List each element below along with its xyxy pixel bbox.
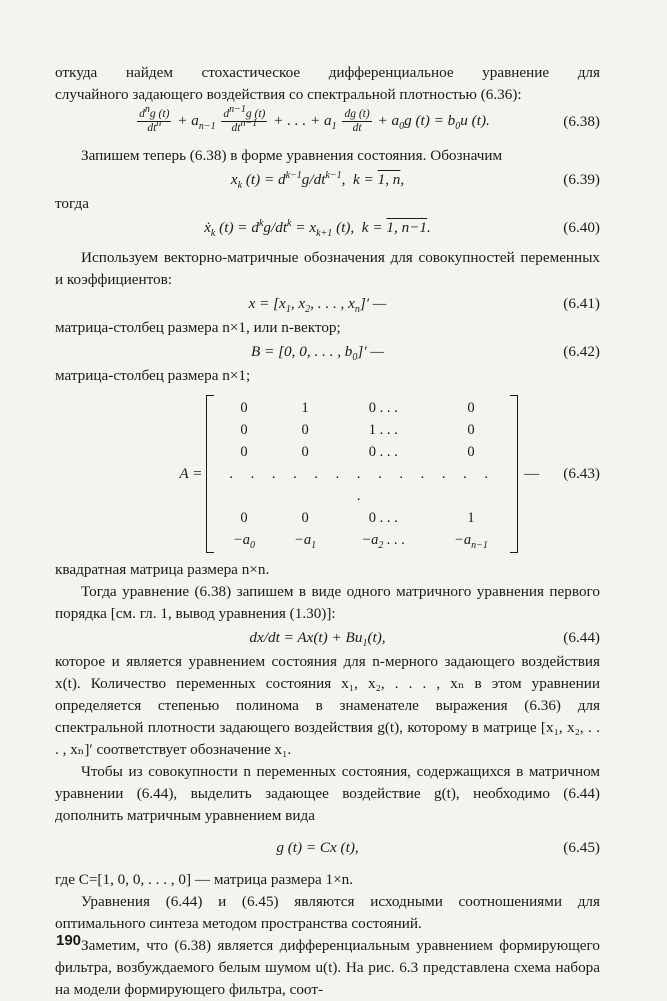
matrix-a: 0 1 0 . . . 0 0 0 1 . . . 0 0 0 0 . . . 0 . . . . . . . . . . . . . . 0 0 0 . . . 1 $-a_0$ $-a_1$ $-a_2$ . . . $-a_{n-1}$ xyxy=(206,395,518,553)
equation-6-45: g (t) = Cx (t), (6.45) xyxy=(55,837,600,859)
paragraph-intro-line1: откуда найдем стохастическое дифференциальное уравнение для xyxy=(55,64,600,81)
paragraph-intro-line2: случайного задающего воздействия со спектральной плотностью (6.36): xyxy=(55,86,522,103)
paragraph-extract: Чтобы из совокупности n переменных состояния, содержащихся в матричном уравнении (6.44), выделить задающее воздействие g(t), необходимо (6.44) дополнить матричным уравнением вида xyxy=(55,763,600,824)
paragraph-square: квадратная матрица размера n×n. xyxy=(55,561,270,578)
page-number: 190 xyxy=(56,932,82,949)
equation-number: (6.38) xyxy=(563,112,600,130)
page-body xyxy=(55,62,600,1001)
paragraph-state: Запишем теперь (6.38) в форме уравнения состояния. Обозначим xyxy=(81,147,503,164)
equation-6-40: ẋ$_k$ $(t) = d^kg/dt^k = x_{k+1}$ (t), k = 1, n−1. (6.40) xyxy=(204,217,600,240)
paragraph-equations: Уравнения (6.44) и (6.45) являются исходными соотношениями для оптимального синтеза методом пространства состояний. xyxy=(55,893,600,932)
paragraph-then: Тогда уравнение (6.38) запишем в виде одного матричного уравнения первого порядка [см. гл. 1, вывод уравнения (1.30)]: xyxy=(55,583,600,622)
equation-6-43: A = 0 1 0 . . . 0 0 0 1 . . . 0 0 0 0 . . . 0 . . . . . . . . . . . . . . 0 0 0 . . . 1 $-a_0$ $-a_1$ $-a_2$ . . . $-a_{n-1}$ — (6.43) xyxy=(55,395,600,553)
equation-number: (6.45) xyxy=(563,839,600,856)
equation-6-44: $dx/dt = Ax(t) + Bu_1(t)$, (6.44) xyxy=(249,629,600,650)
equation-number: (6.43) xyxy=(563,465,600,482)
paragraph-column-vector-2: матрица-столбец размера n×1; xyxy=(55,367,251,384)
equation-6-42: B = [0, 0, . . . , $b_0]'$ — (6.42) xyxy=(251,343,600,364)
paragraph-which: которое и является уравнением состояния для n-мерного задающего воздействия x(t). Количество переменных состояния x₁, x₂, . . . , xₙ в этом уравнении определяется степенью полинома в знаменателе выражения (6.36) для спектральной плотности задающего воздействия g(t), которому в матрице [x₁, x₂, . . . , xₙ]′ соответствует обозначение x₁. xyxy=(55,653,600,758)
paragraph-note: Заметим, что (6.38) является дифференциальным уравнением формирующего фильтра, возбуждаемого белым шумом u(t). На рис. 6.3 представлена схема набора на модели формирующего фильтра, соот- xyxy=(55,937,600,998)
equation-6-39: $x_k$ $(t) = d^{k-1}g/dt^{k-1}$, k = 1, n, (6.39) xyxy=(230,169,600,192)
equation-6-41: $x = [x_1$, $x_2$, . . . , $x_n]'$ — (6.41) xyxy=(248,295,600,316)
paragraph-column-vector: матрица-столбец размера n×1, или n-вектор; xyxy=(55,319,341,336)
equation-number: (6.42) xyxy=(563,343,600,360)
paragraph-vector: Используем векторно-матричные обозначения для совокупностей переменных и коэффициентов: xyxy=(55,249,600,288)
word-then: тогда xyxy=(55,195,89,212)
equation-number: (6.44) xyxy=(563,629,600,646)
equation-number: (6.40) xyxy=(563,219,600,236)
equation-number: (6.41) xyxy=(563,295,600,312)
equation-6-38: $\frac{d^ng (t)}{dt^n}$ + $a_{n-1}$ $\frac{d^{n-1}g (t)}{dt^{n-1}}$ + . . . + $a_1$ $\frac{dg (t)}{dt}$ + $a_0g$ $(t) = b_0u$ (t). (6.38) xyxy=(139,104,600,134)
paragraph-where: где C=[1, 0, 0, . . . , 0] — матрица размера 1×n. xyxy=(55,871,354,888)
equation-number: (6.39) xyxy=(563,171,600,188)
